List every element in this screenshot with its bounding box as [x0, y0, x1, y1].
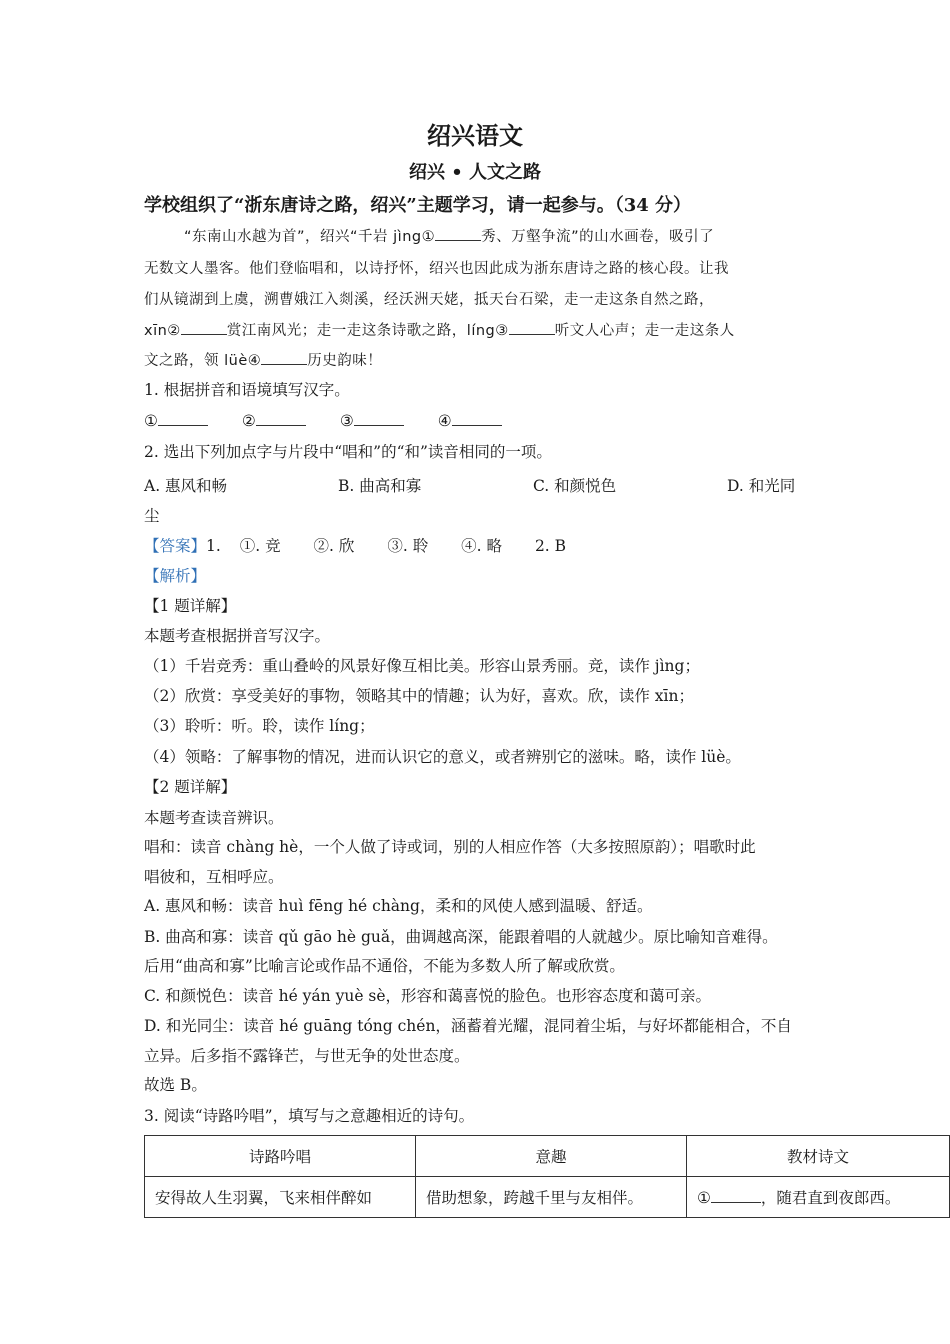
page-title: 绍兴语文	[427, 121, 523, 150]
blank-3	[509, 320, 555, 335]
detail-1-tag: 【1 题详解】	[144, 597, 237, 615]
detail-1-line-4: （4）领略：了解事物的情况，进而认识它的意义，或者辨别它的滋味。略，读作 lüè。	[144, 748, 741, 766]
table-row	[145, 1177, 950, 1218]
question-1-stem: 1. 根据拼音和语境填写汉字。	[144, 381, 350, 399]
table-header-row	[145, 1136, 950, 1177]
table-header-cell: 教材诗文	[687, 1136, 950, 1177]
table-answer-blank	[711, 1188, 761, 1203]
detail-2-tag: 【2 题详解】	[144, 778, 237, 796]
passage-line-1: “东南山水越为首”，绍兴“千岩 jìng① 秀、万壑争流”的山水画卷，吸引了	[184, 226, 714, 247]
analysis-tag: 【解析】	[144, 567, 207, 585]
detail-2-line-7: D. 和光同尘：读音 hé guāng tóng chén，涵蓄着光耀，混同着尘垢，与好坏都能相合，不自	[144, 1017, 792, 1035]
option-b: B. 曲高和寡	[338, 477, 422, 495]
answer-blank-3	[354, 411, 404, 426]
detail-2-intro: 本题考查读音辨识。	[144, 809, 284, 827]
detail-1-line-3: （3）聆听：听。聆，读作 líng；	[144, 717, 375, 735]
detail-2-line-5: 后用“曲高和寡”比喻言论或作品不通俗，不能为多数人所了解或欣赏。	[144, 957, 625, 975]
poem-table	[144, 1135, 950, 1218]
answer-blank-4	[452, 411, 502, 426]
blank-2	[181, 320, 227, 335]
detail-2-line-6: C. 和颜悦色：读音 hé yán yuè sè，形容和蔼喜悦的脸色。也形容态度和蔼可亲。	[144, 987, 712, 1005]
table-header-cell: 诗路吟唱	[145, 1136, 416, 1177]
detail-2-line-3: A. 惠风和畅：读音 huì fēng hé chàng，柔和的风使人感到温暖、舒适。	[144, 897, 653, 915]
detail-2-line-9: 故选 B。	[144, 1076, 207, 1094]
detail-2-line-2: 唱彼和，互相呼应。	[144, 868, 284, 886]
detail-2-line-8: 立异。后多指不露锋芒，与世无争的处世态度。	[144, 1047, 470, 1065]
detail-2-line-1: 唱和：读音 chàng hè，一个人做了诗或词，别的人相应作答（大多按照原韵）；唱歌时此	[144, 838, 756, 856]
option-c: C. 和颜悦色	[533, 477, 617, 495]
answer-line: 【答案】1. ①. 竞 ②. 欣 ③. 聆 ④. 略 2. B	[144, 537, 567, 555]
option-d: D. 和光同	[727, 477, 796, 495]
table-cell: 借助想象，跨越千里与友相伴。	[416, 1177, 687, 1218]
detail-1-intro: 本题考查根据拼音写汉字。	[144, 627, 331, 645]
passage-line-4: xīn② 赏江南风光；走一走这条诗歌之路，líng③ 听文人心声；走一走这条人	[144, 320, 735, 341]
blank-1	[435, 226, 481, 241]
table-cell: ① ，随君直到夜郎西。	[687, 1177, 950, 1218]
detail-2-line-4: B. 曲高和寡：读音 qǔ gāo hè guǎ，曲调越高深，能跟着唱的人就越少。原比喻知音难得。	[144, 928, 778, 946]
table-header-cell: 意趣	[416, 1136, 687, 1177]
answer-blank-1	[158, 411, 208, 426]
table-cell: 安得故人生羽翼，飞来相伴醉如	[145, 1177, 416, 1218]
blank-4	[261, 350, 307, 365]
passage-line-3: 们从镜湖到上虞，溯曹娥江入剡溪，经沃洲天姥，抵天台石梁，走一走这条自然之路，	[144, 292, 714, 308]
passage-line-2: 无数文人墨客。他们登临唱和，以诗抒怀，绍兴也因此成为浙东唐诗之路的核心段。让我	[144, 261, 729, 277]
option-d-wrap: 尘	[144, 507, 160, 525]
question-3-stem: 3. 阅读“诗路吟唱”，填写与之意趣相近的诗句。	[144, 1107, 475, 1125]
passage-line-5: 文之路，领 lüè④ 历史韵味！	[144, 350, 382, 371]
section-heading: 学校组织了“浙东唐诗之路，绍兴”主题学习，请一起参与。（34 分）	[144, 195, 692, 216]
detail-1-line-1: （1）千岩竞秀：重山叠岭的风景好像互相比美。形容山景秀丽。竞，读作 jìng；	[144, 657, 700, 675]
answer-blank-2	[256, 411, 306, 426]
page-subtitle: 绍兴 • 人文之路	[408, 162, 542, 183]
question-2-stem: 2. 选出下列加点字与片段中“唱和”的“和”读音相同的一项。	[144, 443, 552, 461]
answer-tag: 【答案】	[144, 537, 207, 555]
detail-1-line-2: （2）欣赏：享受美好的事物，领略其中的情趣；认为好，喜欢。欣，读作 xīn；	[144, 687, 694, 705]
question-1-blanks: ① ② ③ ④	[144, 411, 502, 431]
option-a: A. 惠风和畅	[144, 477, 228, 495]
